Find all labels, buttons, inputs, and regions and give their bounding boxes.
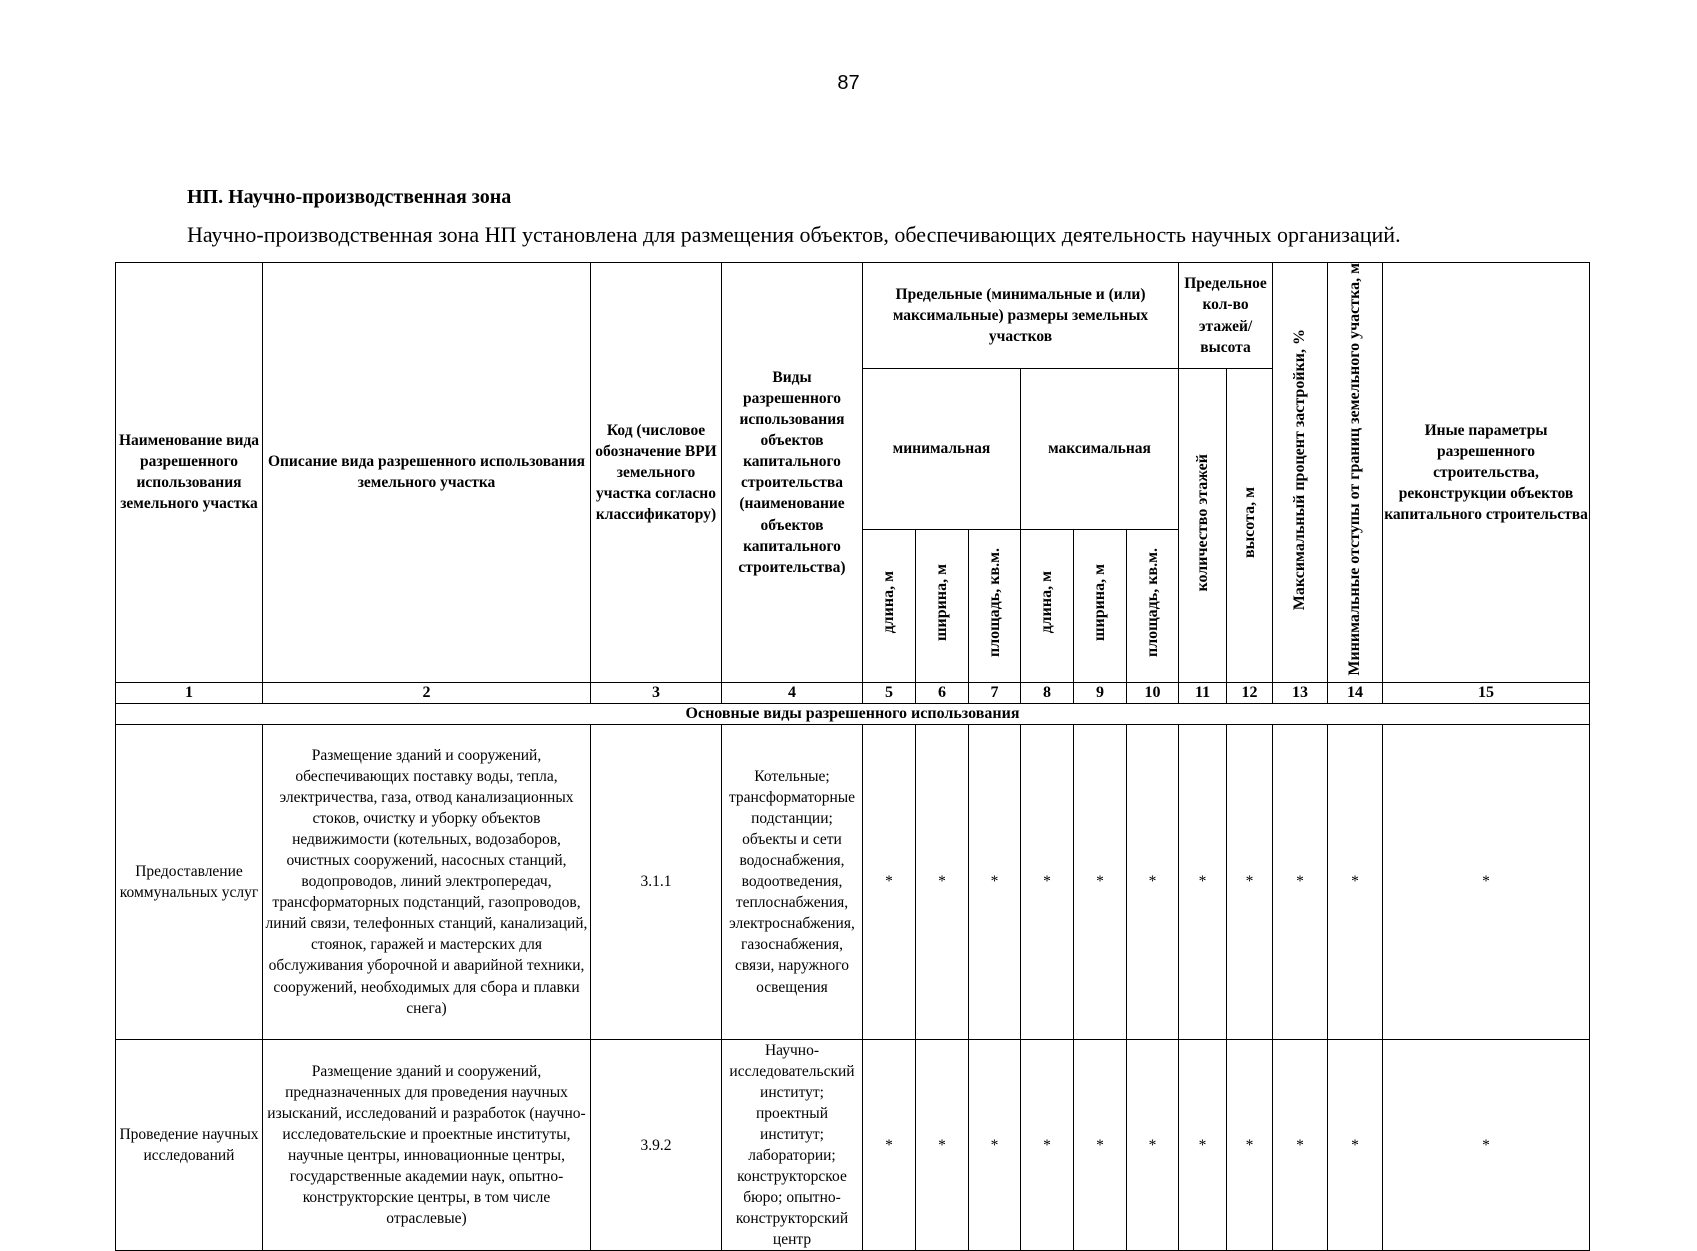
param-value: * <box>1383 724 1590 1039</box>
header-floors-cell <box>1179 369 1227 683</box>
column-number: 1 <box>116 682 263 703</box>
zone-description: Научно-производственная зона НП установлена для размещения объектов, обеспечивающих деятельность научных организаций. <box>187 222 1401 247</box>
param-value: * <box>1328 1039 1383 1251</box>
row-name: Проведение научных исследований <box>116 1039 263 1251</box>
header-min-area-cell <box>969 529 1021 682</box>
column-number: 14 <box>1328 682 1383 703</box>
param-value: * <box>916 724 969 1039</box>
zone-title: НП. Научно-производственная зона <box>187 186 512 208</box>
column-number: 6 <box>916 682 969 703</box>
header-max-area: площадь, кв.м. <box>1143 548 1161 658</box>
header-description: Описание вида разрешенного использования земельного участка <box>263 263 591 683</box>
header-max-width-cell <box>1074 529 1127 682</box>
param-value: * <box>1227 724 1273 1039</box>
column-number: 3 <box>591 682 722 703</box>
column-number: 9 <box>1074 682 1127 703</box>
header-maximal: максимальная <box>1021 369 1179 530</box>
param-value: * <box>1074 1039 1127 1251</box>
header-min-setbacks-cell <box>1328 263 1383 683</box>
row-objects: Научно-исследовательский институт; проектный институт; лаборатории; конструкторское бюро; опытно-конструкторский центр <box>722 1039 863 1251</box>
column-number-row <box>116 682 1590 703</box>
page-number: 87 <box>837 72 860 94</box>
table-row <box>116 1039 1590 1251</box>
section-title: Основные виды разрешенного использования <box>116 703 1590 724</box>
column-number: 2 <box>263 682 591 703</box>
row-code: 3.1.1 <box>591 724 722 1039</box>
column-number: 7 <box>969 682 1021 703</box>
row-objects: Котельные; трансформаторные подстанции; объекты и сети водоснабжения, водоотведения, теплоснабжения, электроснабжения, газоснабжения, связи, наружного освещения <box>722 724 863 1039</box>
param-value: * <box>916 1039 969 1251</box>
param-value: * <box>1021 724 1074 1039</box>
header-objects: Виды разрешенного использования объектов капитального строительства (наименование объектов капитального строительства) <box>722 263 863 683</box>
header-max-length: длина, м <box>1038 571 1055 634</box>
param-value: * <box>1273 724 1328 1039</box>
row-description: Размещение зданий и сооружений, предназначенных для проведения научных изысканий, исследований и разработок (научно-исследовательские и проектные институты, научные центры, инновационные центры, государственные академии наук, опытно-конструкторские центры, в том числе отраслевые) <box>263 1039 591 1251</box>
header-max-length-cell <box>1021 529 1074 682</box>
header-min-length-cell <box>863 529 916 682</box>
header-name: Наименование вида разрешенного использования земельного участка <box>116 263 263 683</box>
param-value: * <box>863 1039 916 1251</box>
column-number: 4 <box>722 682 863 703</box>
header-max-width: ширина, м <box>1091 564 1108 642</box>
regulations-table <box>115 262 1590 1251</box>
header-minimal: минимальная <box>863 369 1021 530</box>
table-row <box>116 724 1590 1039</box>
column-number: 13 <box>1273 682 1328 703</box>
header-min-length: длина, м <box>880 571 897 634</box>
param-value: * <box>1328 724 1383 1039</box>
header-min-setbacks: Минимальные отступы от границ земельного участка, м <box>1346 263 1364 676</box>
header-max-coverage-cell <box>1273 263 1328 683</box>
param-value: * <box>969 1039 1021 1251</box>
header-max-coverage: Максимальный процент застройки, % <box>1291 328 1309 610</box>
param-value: * <box>1074 724 1127 1039</box>
header-floors: количество этажей <box>1193 453 1211 592</box>
param-value: * <box>969 724 1021 1039</box>
column-number: 15 <box>1383 682 1590 703</box>
param-value: * <box>1179 724 1227 1039</box>
param-value: * <box>1021 1039 1074 1251</box>
param-value: * <box>1273 1039 1328 1251</box>
header-min-area: площадь, кв.м. <box>985 548 1003 658</box>
header-min-width: ширина, м <box>933 564 950 642</box>
header-height-cell <box>1227 369 1273 683</box>
header-min-width-cell <box>916 529 969 682</box>
column-number: 12 <box>1227 682 1273 703</box>
param-value: * <box>1127 724 1179 1039</box>
header-height: высота, м <box>1240 486 1258 558</box>
column-number: 10 <box>1127 682 1179 703</box>
param-value: * <box>1127 1039 1179 1251</box>
column-number: 5 <box>863 682 916 703</box>
row-name: Предоставление коммунальных услуг <box>116 724 263 1039</box>
header-plot-sizes: Предельные (минимальные и (или) максимальные) размеры земельных участков <box>863 263 1179 369</box>
header-other-params: Иные параметры разрешенного строительства, реконструкции объектов капитального строительства <box>1383 263 1590 683</box>
column-number: 8 <box>1021 682 1074 703</box>
header-max-area-cell <box>1127 529 1179 682</box>
column-number: 11 <box>1179 682 1227 703</box>
param-value: * <box>1227 1039 1273 1251</box>
header-floors-height: Предельное кол-во этажей/ высота <box>1179 263 1273 369</box>
row-description: Размещение зданий и сооружений, обеспечивающих поставку воды, тепла, электричества, газа, отвод канализационных стоков, очистку и уборку объектов недвижимости (котельных, водозаборов, очистных сооружений, насосных станций, водопроводов, линий электропередач, трансформаторных подстанций, газопроводов, линий связи, телефонных станций, канализаций, стоянок, гаражей и мастерских для обслуживания уборочной и аварийной техники, сооружений, необходимых для сбора и плавки снега) <box>263 724 591 1039</box>
param-value: * <box>863 724 916 1039</box>
param-value: * <box>1383 1039 1590 1251</box>
header-code: Код (числовое обозначение ВРИ земельного участка согласно классификатору) <box>591 263 722 683</box>
row-code: 3.9.2 <box>591 1039 722 1251</box>
param-value: * <box>1179 1039 1227 1251</box>
